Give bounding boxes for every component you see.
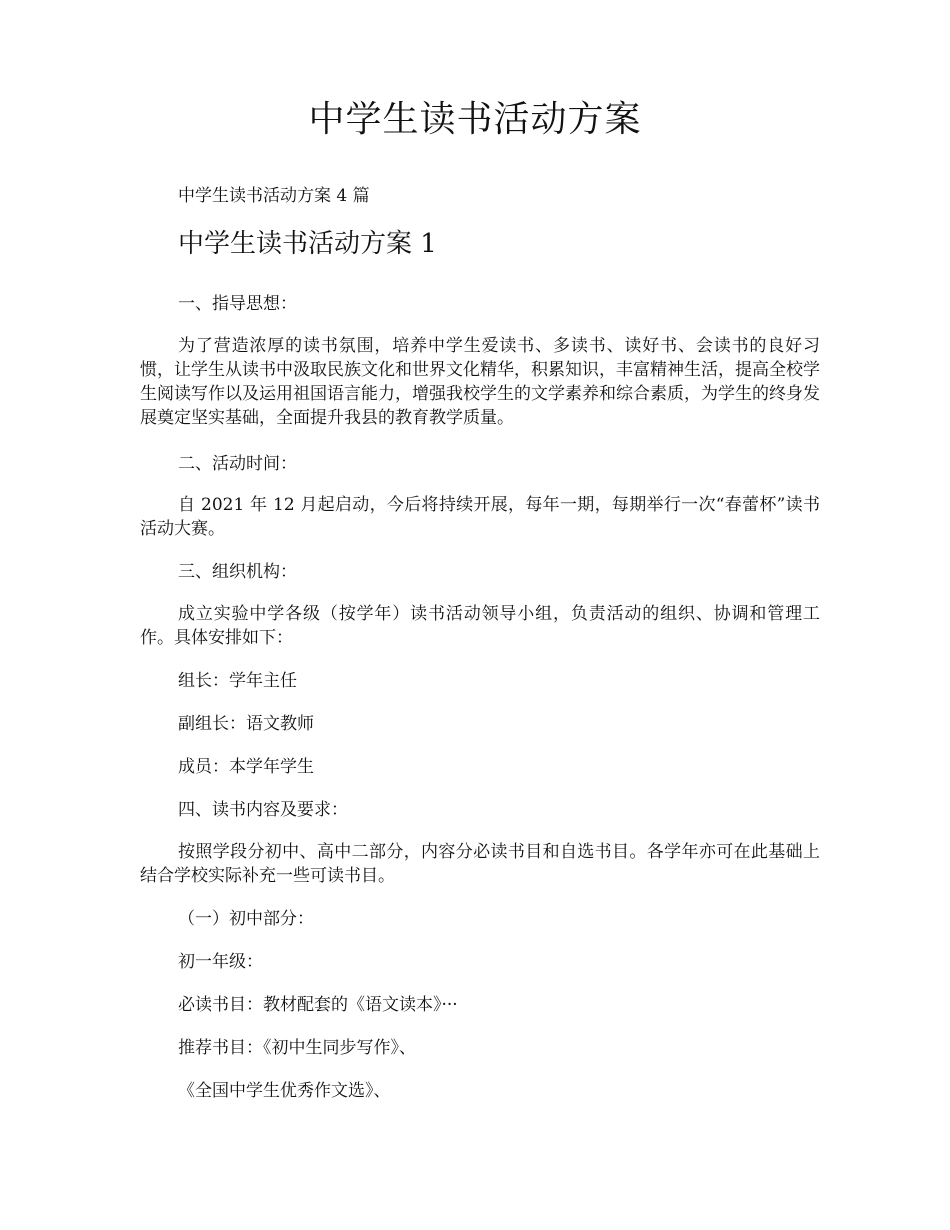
heading-activity-time: 二、活动时间： xyxy=(178,454,297,474)
line-recommended-books-cont: 《全国中学生优秀作文选》、 xyxy=(178,1081,391,1101)
document-subtitle: 中学生读书活动方案 4 篇 xyxy=(178,186,370,206)
paragraph-activity-time: 自 2021 年 12 月起启动，今后将持续开展，每年一期，每期举行一次“春蕾杯”读书活动大赛。 xyxy=(140,495,820,539)
line-recommended-books: 推荐书目：《初中生同步写作》、 xyxy=(178,1038,416,1058)
paragraph-organization: 成立实验中学各级（按学年）读书活动领导小组，负责活动的组织、协调和管理工作。具体安排如下： xyxy=(140,604,820,648)
paragraph-guiding-thought: 为了营造浓厚的读书氛围，培养中学生爱读书、多读书、读好书、会读书的良好习惯，让学生从读书中汲取民族文化和世界文化精华，积累知识，丰富精神生活，提高全校学生阅读写作以及运用祖国语言能力，增强我校学生的文学素养和综合素质，为学生的终身发展奠定坚实基础，全面提升我县的教育教学质量。 xyxy=(140,336,820,428)
document-title: 中学生读书活动方案 xyxy=(308,99,642,140)
line-vice-leader: 副组长：语文教师 xyxy=(178,714,314,734)
heading-reading-content: 四、读书内容及要求： xyxy=(178,800,348,820)
line-junior-section: （一）初中部分： xyxy=(178,909,314,929)
line-leader: 组长：学年主任 xyxy=(178,671,297,691)
heading-guiding-thought: 一、指导思想： xyxy=(178,294,297,314)
line-grade-one: 初一年级： xyxy=(178,952,263,972)
line-members: 成员：本学年学生 xyxy=(178,757,314,777)
heading-organization: 三、组织机构： xyxy=(178,562,297,582)
section-heading: 中学生读书活动方案 1 xyxy=(178,229,437,259)
paragraph-reading-content: 按照学段分初中、高中二部分，内容分必读书目和自选书目。各学年亦可在此基础上结合学校实际补充一些可读书目。 xyxy=(140,842,820,886)
line-required-books: 必读书目：教材配套的《语文读本》··· xyxy=(178,995,458,1015)
